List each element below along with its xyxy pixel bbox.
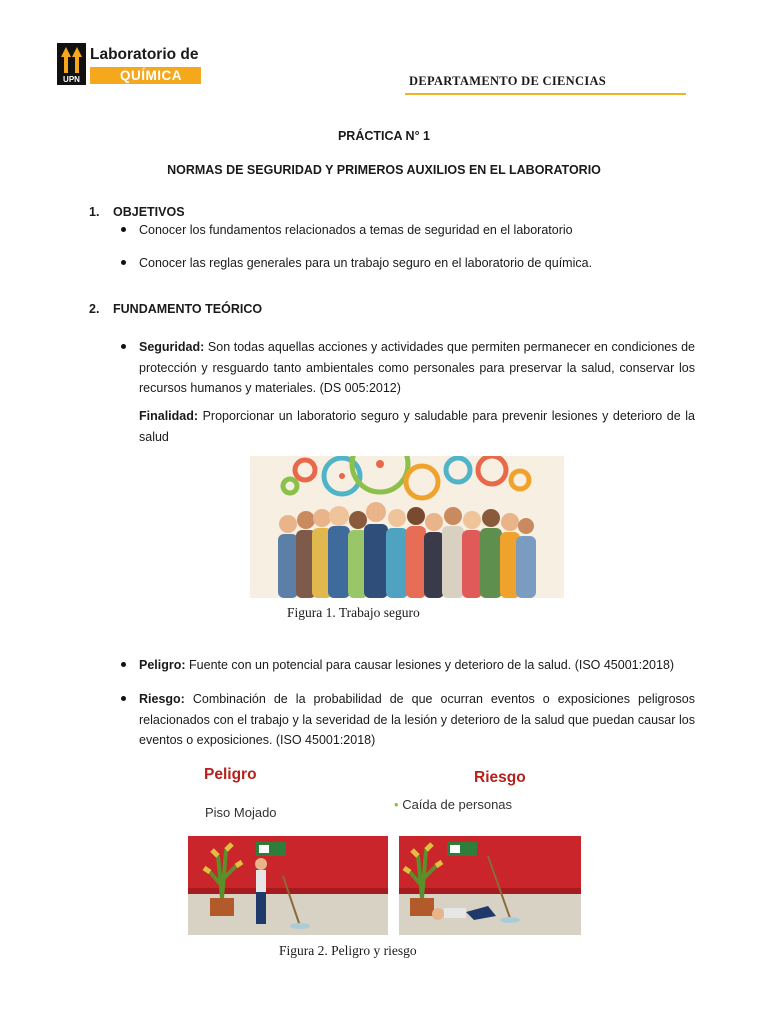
figure1-image [250,456,564,598]
seguridad-text: Son todas aquellas acciones y actividades que permiten permanecer en condiciones de protección y resguardo tanto ambientales como personales para preservar la salud, conservar los recursos humanos y materiales. (DS 005:2012) [139,340,695,395]
peligro-paragraph [139,655,695,676]
document-title: NORMAS DE SEGURIDAD Y PRIMEROS AUXILIOS EN EL LABORATORIO [167,163,601,177]
bullet-icon [121,696,126,701]
riesgo-text: Combinación de la probabilidad de que ocurran eventos o exposiciones peligrosos relacionados con el trabajo y la severidad de la lesión y deterioro de la salud que puedan causar los eventos o exposiciones. (ISO 45001:2018) [139,692,695,747]
bullet-icon [121,227,126,232]
section1-number: 1. [89,205,100,219]
practice-title: PRÁCTICA N° 1 [337,129,431,143]
peligro-text: Fuente con un potencial para causar lesiones y deterioro de la salud. (ISO 45001:2018) [189,658,675,672]
figure2-image [188,836,581,935]
wet-floor-illustration [188,836,581,935]
bullet-icon [121,344,126,349]
logo-abbr: UPN [63,75,80,84]
section1-title: OBJETIVOS [113,205,185,219]
figure2-left-title: Peligro [204,766,257,783]
section2-number: 2. [89,302,100,316]
riesgo-paragraph [139,689,695,751]
riesgo-label: Riesgo: [139,692,185,706]
objective-item: Conocer las reglas generales para un trabajo seguro en el laboratorio de química. [139,256,593,270]
department-name: DEPARTAMENTO DE CIENCIAS [409,74,607,88]
upn-logo-mark [57,43,86,85]
bullet-icon: • [394,797,399,812]
figure2-left-subtitle: Piso Mojado [205,805,277,820]
finalidad-label: Finalidad: [139,409,199,423]
figure1-caption: Figura 1. Trabajo seguro [287,605,420,620]
bullet-icon [121,260,126,265]
bullet-icon [121,662,126,667]
seguridad-label: Seguridad: [139,340,205,354]
figure2-right-subtitle: • Caída de personas [394,797,513,812]
logo-text-line2: QUÍMICA [120,68,182,83]
logo-text-line1: Laboratorio de [90,46,199,63]
header-rule [405,93,686,95]
finalidad-text: Proporcionar un laboratorio seguro y saludable para prevenir lesiones y deterioro de la salud [139,409,695,444]
logo [57,43,203,85]
finalidad-paragraph [139,406,695,447]
objective-item: Conocer los fundamentos relacionados a temas de seguridad en el laboratorio [139,223,573,237]
figure2-right-title: Riesgo [474,769,526,786]
section2-title: FUNDAMENTO TEÓRICO [113,302,263,316]
seguridad-paragraph [139,337,695,399]
teamwork-illustration [250,456,564,598]
logo-band [90,67,201,84]
figure2-caption: Figura 2. Peligro y riesgo [279,943,417,958]
peligro-label: Peligro: [139,658,186,672]
